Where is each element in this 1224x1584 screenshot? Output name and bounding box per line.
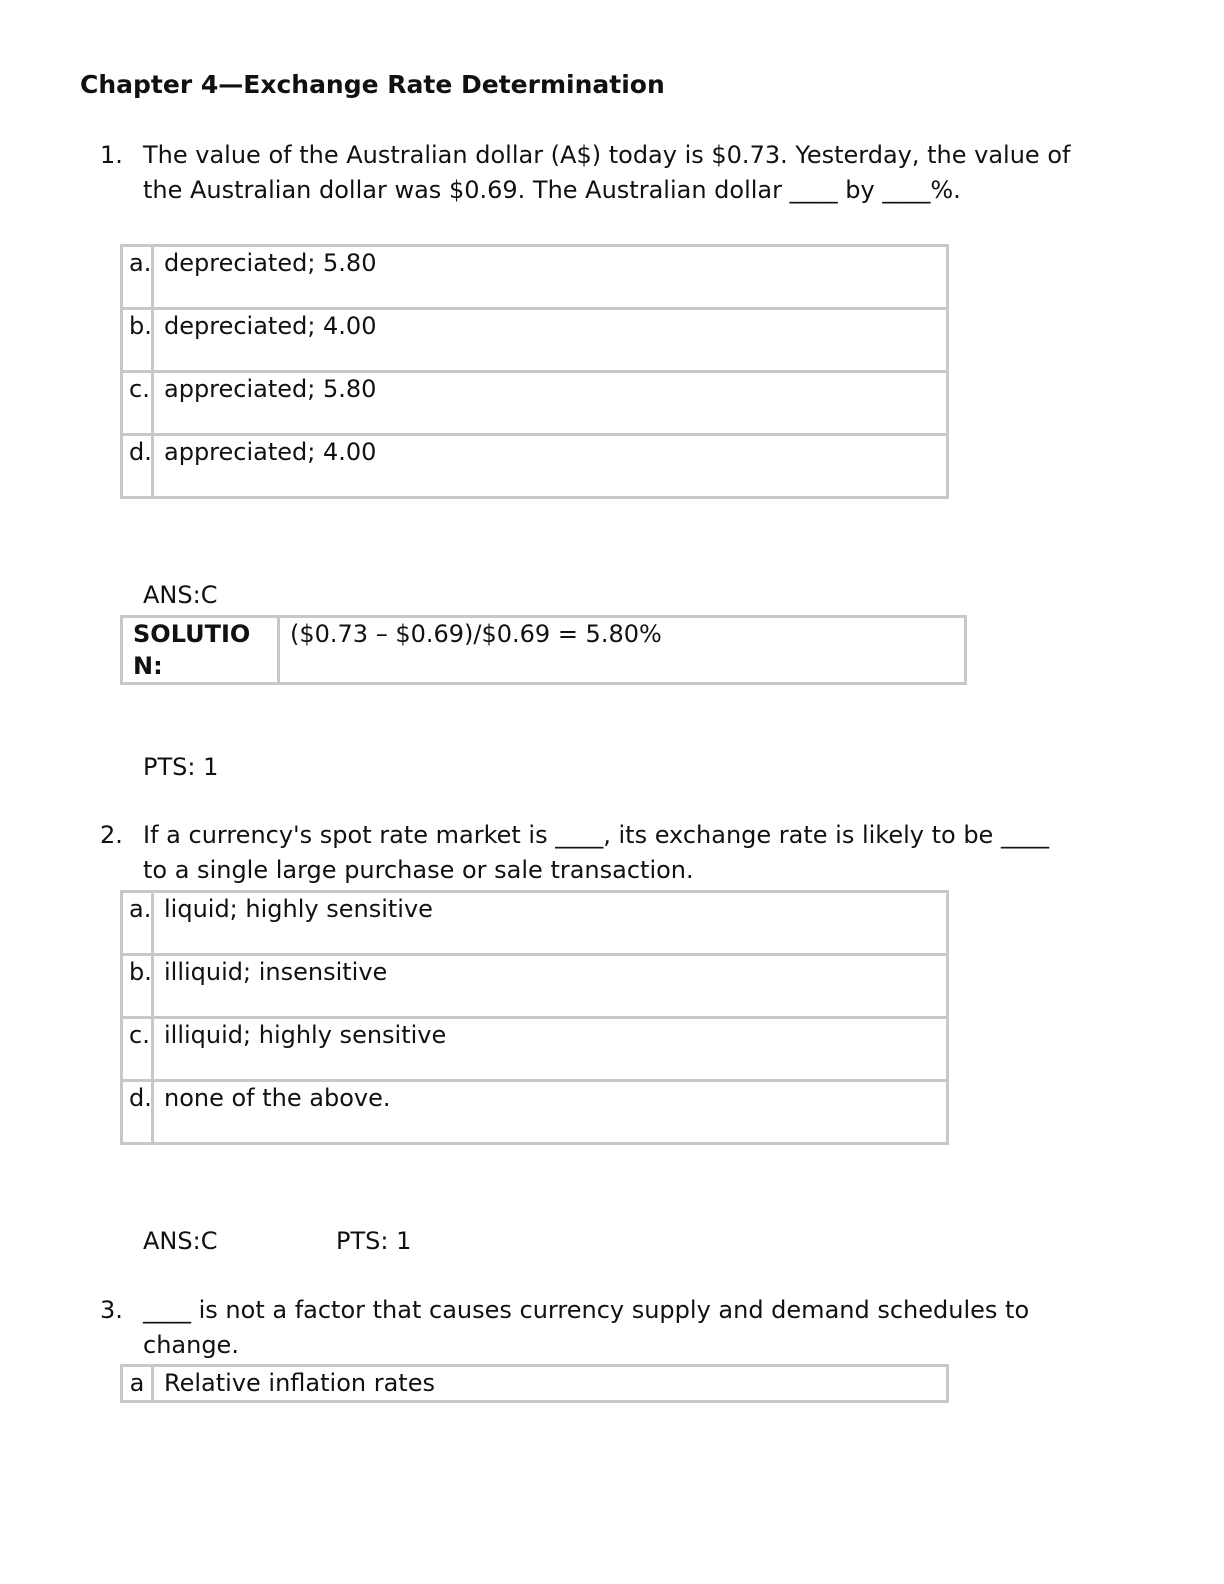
option-row[interactable]: [122, 372, 948, 435]
question-3: [100, 1293, 1080, 1363]
answer-label: ANS:C: [143, 581, 218, 609]
option-letter: a: [122, 1366, 153, 1402]
points-label: PTS: 1: [336, 1227, 412, 1255]
question-number: 3.: [100, 1296, 123, 1324]
option-text: illiquid; highly sensitive: [153, 1018, 948, 1081]
option-row[interactable]: [122, 955, 948, 1018]
solution-label: SOLUTION:: [122, 617, 279, 684]
question-1-options: [120, 244, 949, 499]
question-2-options: [120, 890, 949, 1145]
option-text: depreciated; 4.00: [153, 309, 948, 372]
option-row[interactable]: [122, 435, 948, 498]
option-row[interactable]: [122, 1081, 948, 1144]
option-row[interactable]: [122, 309, 948, 372]
option-text: depreciated; 5.80: [153, 246, 948, 309]
option-letter: b.: [122, 309, 153, 372]
option-text: appreciated; 4.00: [153, 435, 948, 498]
question-text: The value of the Australian dollar (A$) today is $0.73. Yesterday, the value of the Australian dollar was $0.69. The Australian dollar ____ by ____%.: [143, 141, 1071, 204]
answer-label: ANS:C: [143, 1227, 218, 1255]
question-number: 1.: [100, 141, 123, 169]
option-row[interactable]: [122, 246, 948, 309]
question-3-options: [120, 1364, 949, 1403]
option-letter: c.: [122, 1018, 153, 1081]
question-text: ____ is not a factor that causes currency supply and demand schedules to change.: [143, 1296, 1030, 1359]
option-letter: a.: [122, 892, 153, 955]
option-row[interactable]: [122, 1366, 948, 1402]
points-label: PTS: 1: [143, 753, 219, 781]
page-title: Chapter 4—Exchange Rate Determination: [80, 70, 665, 99]
question-2: [100, 818, 1080, 888]
option-letter: d.: [122, 1081, 153, 1144]
option-letter: b.: [122, 955, 153, 1018]
option-row[interactable]: [122, 892, 948, 955]
option-text: Relative inflation rates: [153, 1366, 948, 1402]
solution-text: ($0.73 – $0.69)/$0.69 = 5.80%: [279, 617, 966, 684]
question-1: [100, 138, 1080, 208]
option-letter: c.: [122, 372, 153, 435]
option-letter: a.: [122, 246, 153, 309]
option-text: appreciated; 5.80: [153, 372, 948, 435]
option-text: illiquid; insensitive: [153, 955, 948, 1018]
option-text: none of the above.: [153, 1081, 948, 1144]
option-text: liquid; highly sensitive: [153, 892, 948, 955]
option-letter: d.: [122, 435, 153, 498]
option-row[interactable]: [122, 1018, 948, 1081]
solution-box: [120, 615, 967, 685]
question-text: If a currency's spot rate market is ____, its exchange rate is likely to be ____ to a single large purchase or sale transaction.: [143, 821, 1049, 884]
question-number: 2.: [100, 821, 123, 849]
